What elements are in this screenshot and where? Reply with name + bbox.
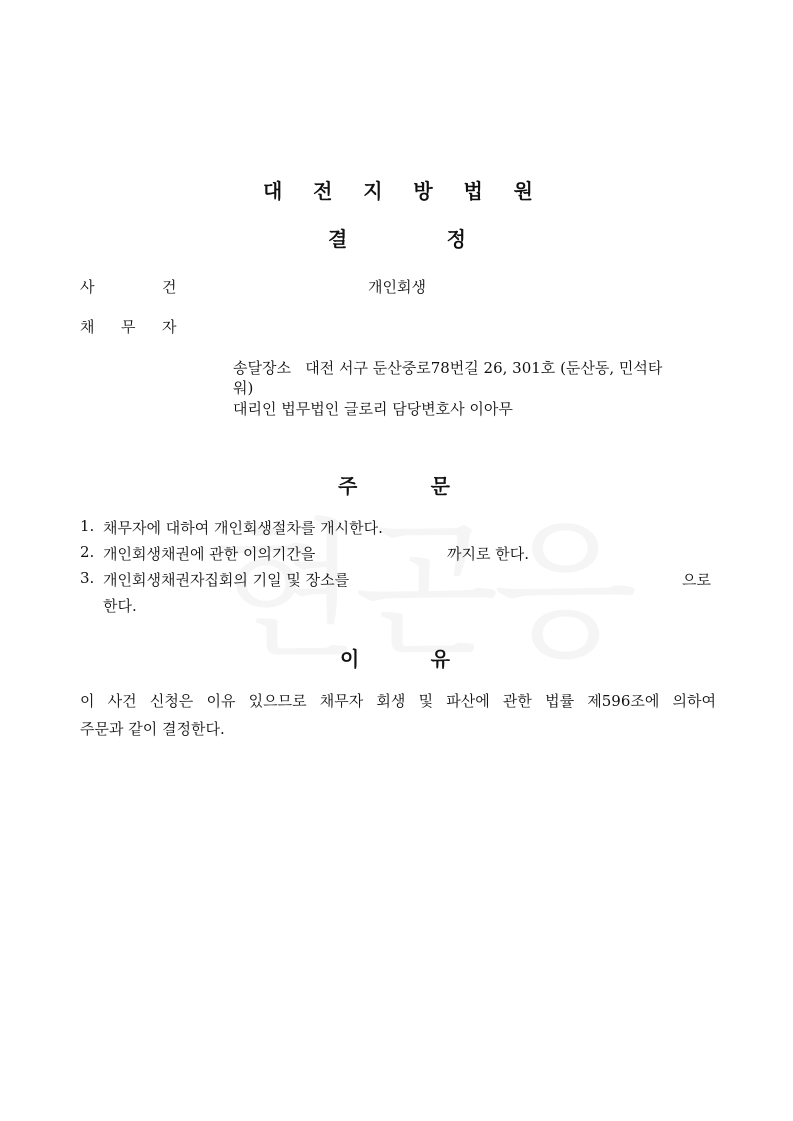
service-address: 송달장소 대전 서구 둔산중로78번길 26, 301호 (둔산동, 민석타 bbox=[233, 359, 663, 377]
order-2-text-after: 까지로 한다. bbox=[447, 545, 529, 563]
reason-heading-char: 이 bbox=[340, 647, 360, 671]
order-2-num: 2. bbox=[80, 543, 95, 561]
reason-heading bbox=[340, 643, 450, 672]
case-label-2: 건 bbox=[162, 278, 177, 296]
order-3-text-after: 으로 bbox=[682, 571, 711, 589]
order-3-text: 개인회생채권자집회의 기일 및 장소를 bbox=[103, 571, 350, 589]
doc-type-char: 정 bbox=[446, 227, 466, 251]
document-type bbox=[328, 223, 466, 252]
reason-text-line1: 이 사건 신청은 이유 있으므로 채무자 회생 및 파산에 관한 법률 제596조에 의하여 bbox=[80, 692, 716, 710]
case-value: 개인회생 bbox=[368, 278, 426, 296]
court-char: 원 bbox=[513, 179, 533, 203]
order-3-text-line2: 한다. bbox=[103, 597, 137, 615]
court-char: 지 bbox=[363, 179, 383, 203]
service-address-cont: 워) bbox=[233, 379, 254, 397]
order-1-num: 1. bbox=[80, 517, 95, 535]
doc-type-char: 결 bbox=[328, 227, 348, 251]
legal-agent: 대리인 법무법인 글로리 담당변호사 이아무 bbox=[233, 400, 513, 418]
debtor-label-3: 자 bbox=[162, 318, 177, 336]
court-char: 전 bbox=[313, 179, 333, 203]
debtor-label-2: 무 bbox=[121, 318, 136, 336]
debtor-label-1: 채 bbox=[80, 318, 95, 336]
order-heading-char: 문 bbox=[430, 474, 450, 498]
order-3-num: 3. bbox=[80, 569, 95, 587]
court-char: 대 bbox=[263, 179, 283, 203]
case-label-1: 사 bbox=[80, 278, 95, 296]
order-heading bbox=[338, 470, 450, 499]
order-2-text: 개인회생채권에 관한 이의기간을 bbox=[103, 545, 316, 563]
court-char: 방 bbox=[413, 179, 433, 203]
order-1-text: 채무자에 대하여 개인회생절차를 개시한다. bbox=[103, 519, 383, 537]
court-name bbox=[263, 175, 533, 204]
order-heading-char: 주 bbox=[338, 474, 358, 498]
reason-heading-char: 유 bbox=[430, 647, 450, 671]
reason-text-line2: 주문과 같이 결정한다. bbox=[80, 720, 225, 738]
court-char: 법 bbox=[463, 179, 483, 203]
